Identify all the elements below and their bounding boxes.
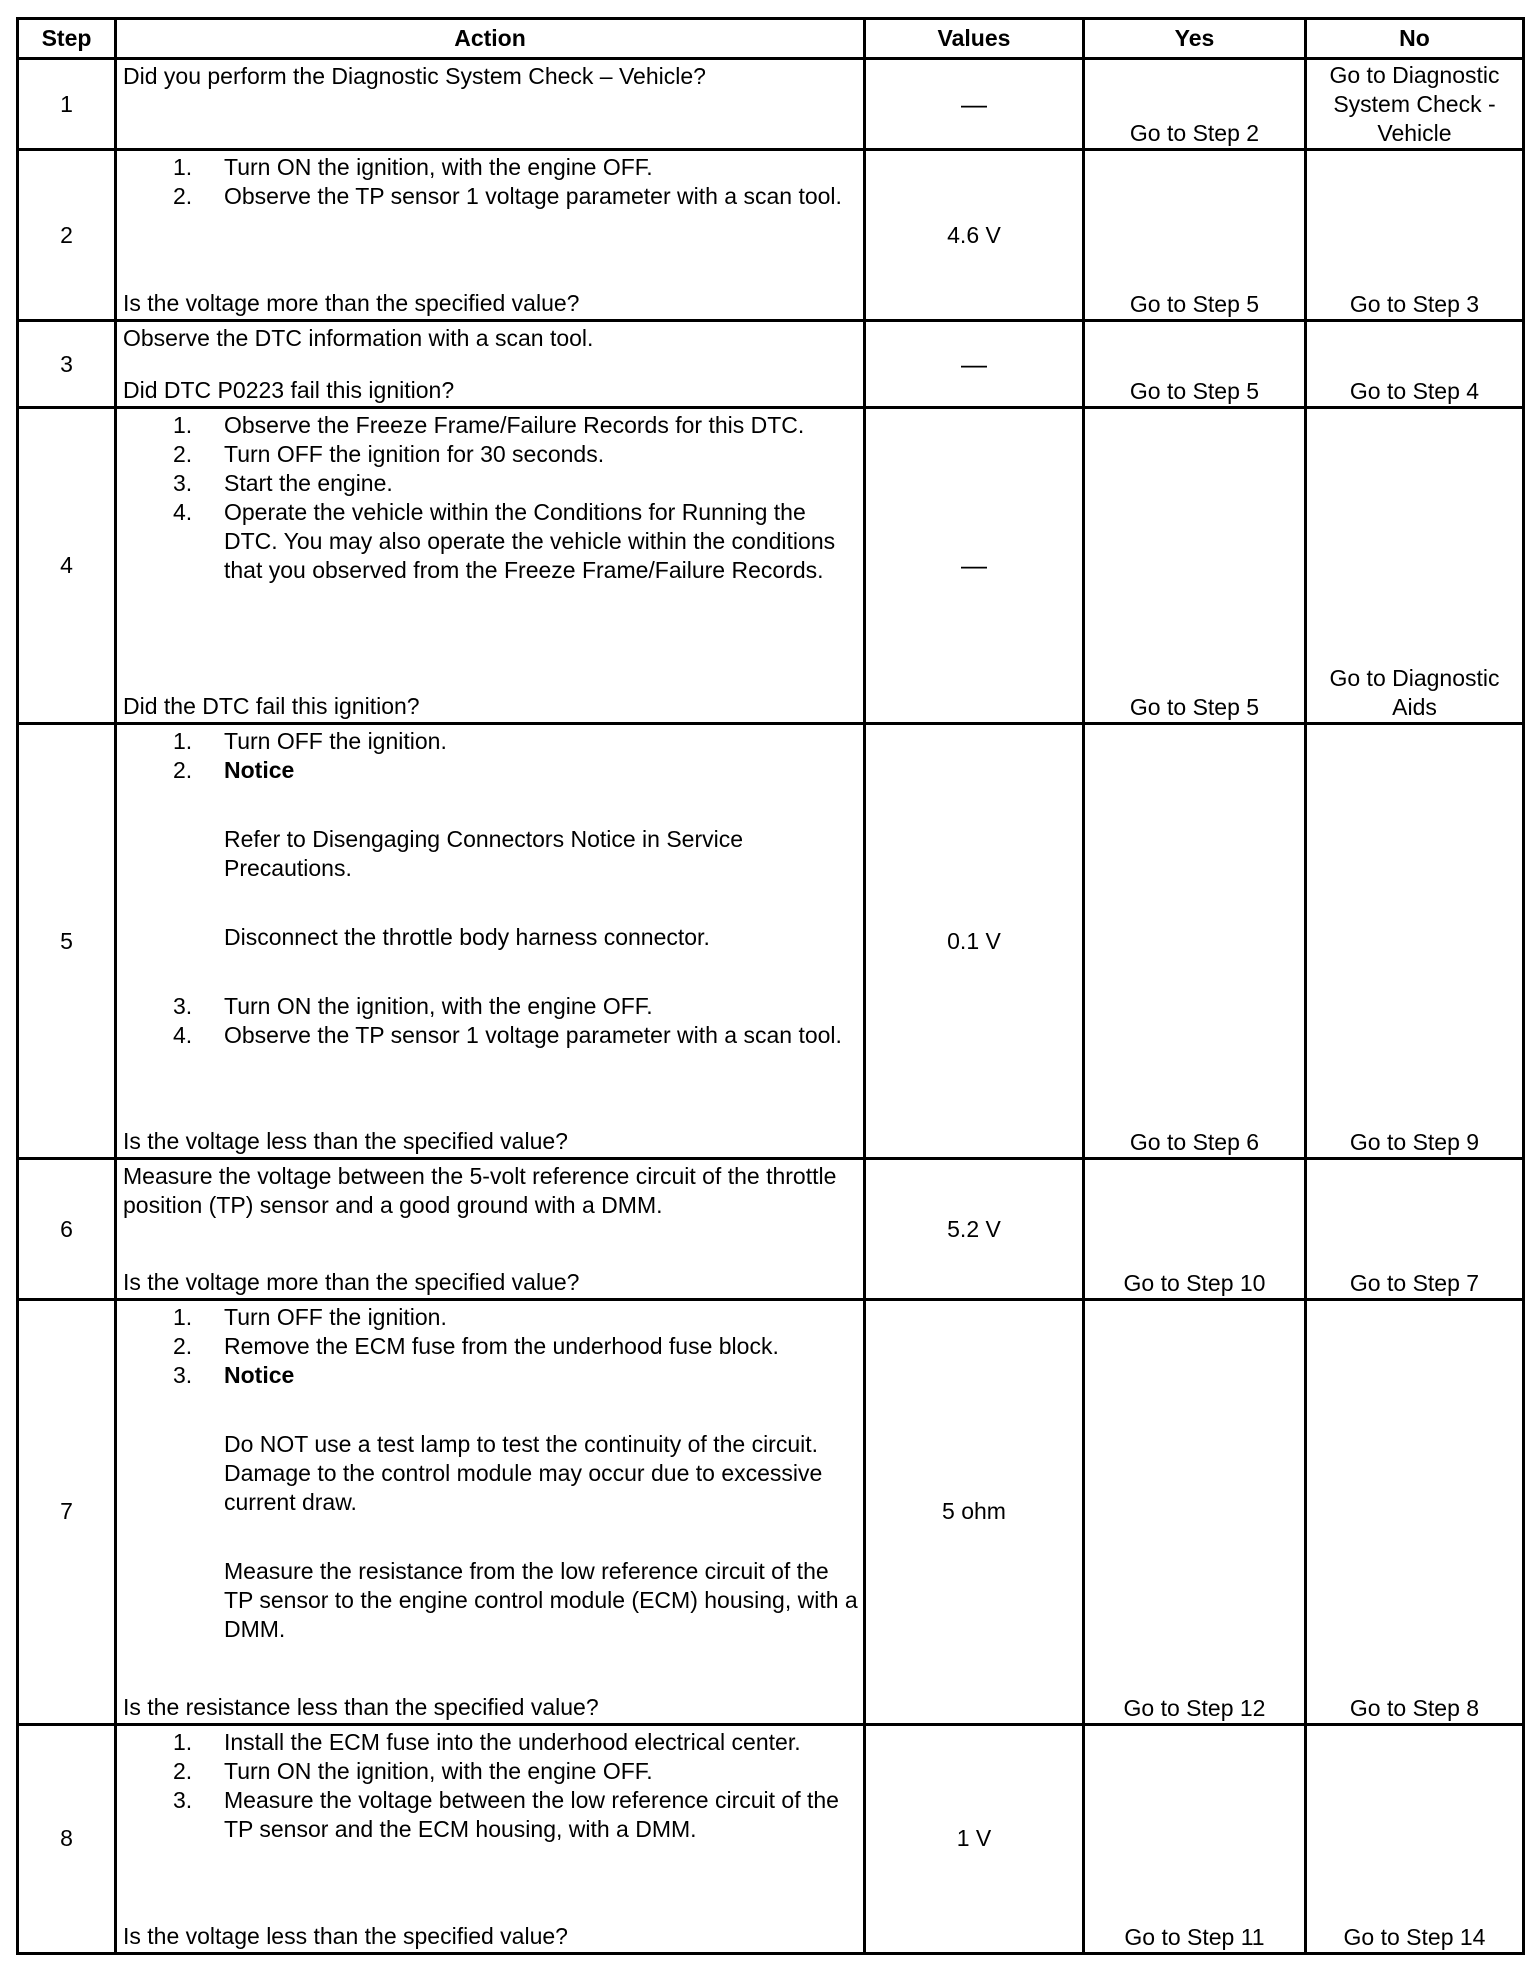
list-item: 4. Operate the vehicle within the Conditions for Running the DTC. You may also operate the vehicle within the conditions that you observed from the Freeze Frame/Failure Records.	[173, 499, 836, 584]
question-text: Did DTC P0223 fail this ignition?	[123, 377, 455, 404]
action-text: Observe the DTC information with a scan tool.	[123, 324, 594, 351]
notice-block	[123, 785, 859, 992]
list-item: 1. Turn ON the ignition, with the engine OFF.	[173, 154, 653, 181]
yes-cell: Go to Step 5	[1084, 408, 1306, 724]
yes-cell: Go to Step 12	[1084, 1300, 1306, 1724]
action-cell	[116, 408, 865, 724]
value-cell: —	[865, 408, 1084, 724]
list-item: 1. Turn OFF the ignition.	[173, 727, 447, 754]
yes-cell: Go to Step 5	[1084, 320, 1306, 407]
list-item: 1. Install the ECM fuse into the underhood electrical center.	[173, 1728, 801, 1755]
notice-label: Notice	[224, 756, 295, 783]
no-cell: Go to Step 7	[1306, 1159, 1524, 1300]
yes-cell: Go to Step 6	[1084, 723, 1306, 1158]
procedure-list	[123, 153, 859, 211]
list-item: 3. Turn ON the ignition, with the engine OFF.	[173, 992, 653, 1019]
list-item: 2. Turn ON the ignition, with the engine OFF.	[173, 1757, 653, 1784]
step-number: 7	[18, 1300, 116, 1724]
list-item: 2. Notice	[173, 756, 295, 783]
notice-text: Refer to Disengaging Connectors Notice in Service Precautions.	[224, 825, 744, 881]
question-text: Is the voltage more than the specified value?	[123, 1269, 580, 1296]
header-yes: Yes	[1084, 19, 1306, 59]
no-cell: Go to Step 4	[1306, 320, 1524, 407]
step-number: 1	[18, 59, 116, 150]
list-item: 2. Turn OFF the ignition for 30 seconds.	[173, 441, 605, 468]
list-item: 1. Turn OFF the ignition.	[173, 1304, 447, 1331]
action-cell	[116, 1724, 865, 1953]
table-row	[18, 1300, 1524, 1724]
yes-cell: Go to Step 2	[1084, 59, 1306, 150]
no-cell: Go to Step 8	[1306, 1300, 1524, 1724]
question-text: Did the DTC fail this ignition?	[123, 692, 420, 719]
yes-cell: Go to Step 5	[1084, 150, 1306, 321]
diagnostic-table	[16, 17, 1525, 1955]
no-cell: Go to Step 9	[1306, 723, 1524, 1158]
list-item: 1. Observe the Freeze Frame/Failure Records for this DTC.	[173, 412, 805, 439]
question-text: Is the voltage less than the specified value?	[123, 1923, 568, 1949]
header-row	[18, 19, 1524, 59]
header-values: Values	[865, 19, 1084, 59]
table-row	[18, 723, 1524, 1158]
value-cell: 4.6 V	[865, 150, 1084, 321]
notice-label: Notice	[224, 1362, 295, 1389]
yes-cell: Go to Step 10	[1084, 1159, 1306, 1300]
value-cell: —	[865, 320, 1084, 407]
list-item: 4. Observe the TP sensor 1 voltage parameter with a scan tool.	[173, 1021, 842, 1048]
action-cell	[116, 723, 865, 1158]
no-cell: Go to Diagnostic Aids	[1306, 408, 1524, 724]
no-cell: Go to Diagnostic System Check - Vehicle	[1306, 59, 1524, 150]
notice-action: Disconnect the throttle body harness connector.	[224, 923, 710, 950]
step-number: 4	[18, 408, 116, 724]
action-cell	[116, 320, 865, 407]
table-row	[18, 59, 1524, 150]
list-item: 2. Observe the TP sensor 1 voltage parameter with a scan tool.	[173, 183, 842, 210]
action-cell	[116, 1159, 865, 1300]
question-text: Is the voltage more than the specified value?	[123, 289, 580, 316]
list-item: 2. Remove the ECM fuse from the underhood fuse block.	[173, 1333, 779, 1360]
value-cell: 0.1 V	[865, 723, 1084, 1158]
step-number: 3	[18, 320, 116, 407]
value-cell: 5.2 V	[865, 1159, 1084, 1300]
step-number: 2	[18, 150, 116, 321]
header-action: Action	[116, 19, 865, 59]
procedure-list	[123, 411, 859, 585]
value-cell: —	[865, 59, 1084, 150]
question-text: Is the voltage less than the specified value?	[123, 1128, 568, 1155]
table-row	[18, 150, 1524, 321]
question-text: Is the resistance less than the specified value?	[123, 1693, 599, 1720]
notice-block	[123, 1390, 859, 1644]
no-cell: Go to Step 14	[1306, 1724, 1524, 1953]
no-cell: Go to Step 3	[1306, 150, 1524, 321]
procedure-list	[123, 727, 859, 785]
table-row	[18, 320, 1524, 407]
procedure-list	[123, 1728, 859, 1844]
header-no: No	[1306, 19, 1524, 59]
table-row	[18, 408, 1524, 724]
list-item: 3. Start the engine.	[173, 470, 393, 497]
table-row	[18, 1159, 1524, 1300]
step-number: 6	[18, 1159, 116, 1300]
yes-cell: Go to Step 11	[1084, 1724, 1306, 1953]
list-item: 3. Measure the voltage between the low reference circuit of the TP sensor and the ECM housing, with a DMM.	[173, 1786, 839, 1842]
action-cell	[116, 1300, 865, 1724]
step-number: 8	[18, 1724, 116, 1953]
table-row	[18, 1724, 1524, 1953]
step-number: 5	[18, 723, 116, 1158]
action-text: Did you perform the Diagnostic System Check – Vehicle?	[123, 63, 706, 89]
list-item: 3. Notice	[173, 1362, 295, 1389]
action-cell	[116, 150, 865, 321]
value-cell: 5 ohm	[865, 1300, 1084, 1724]
procedure-list	[123, 1303, 859, 1390]
action-text: Measure the voltage between the 5-volt reference circuit of the throttle position (TP) sensor and a good ground with a DMM.	[123, 1163, 837, 1219]
procedure-list	[123, 992, 859, 1050]
header-step: Step	[18, 19, 116, 59]
notice-text: Do NOT use a test lamp to test the continuity of the circuit. Damage to the control module may occur due to excessive current draw.	[224, 1431, 823, 1516]
value-cell: 1 V	[865, 1724, 1084, 1953]
action-cell	[116, 59, 865, 150]
notice-action: Measure the resistance from the low reference circuit of the TP sensor to the engine control module (ECM) housing, with a DMM.	[224, 1558, 858, 1643]
